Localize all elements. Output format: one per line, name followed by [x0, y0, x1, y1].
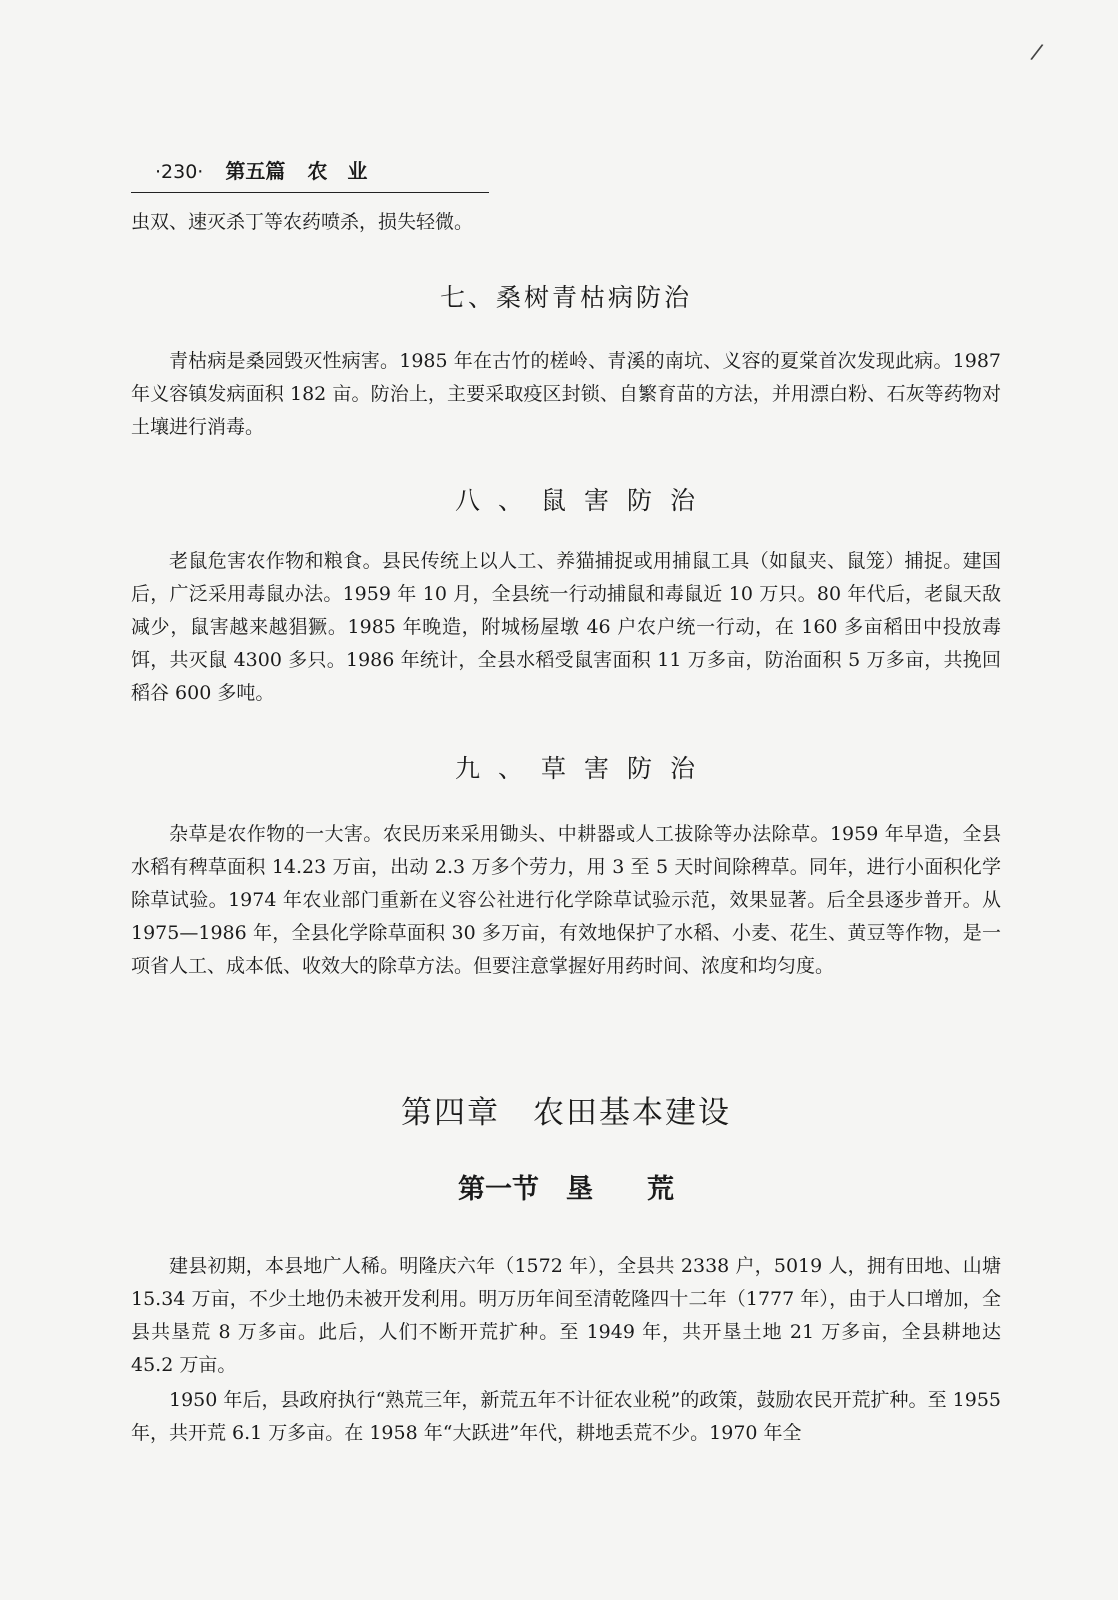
- page-number: ·230·: [155, 161, 204, 183]
- heading-rodent-control: 八、鼠害防治: [454, 486, 713, 515]
- paragraph-continued: 虫双、速灭杀丁等农药喷杀，损失轻微。: [131, 211, 474, 233]
- paragraph-mulberry-wilt: 青枯病是桑园毁灭性病害。1985 年在古竹的槎岭、青溪的南坑、义容的夏棠首次发现此病。1987 年义容镇发病面积 182 亩。防治上，主要采取疫区封锁、自繁育苗的方法，并用漂白粉、石灰等药物对土壤进行消毒。: [131, 350, 1001, 438]
- part-label: 第五篇: [225, 159, 286, 183]
- chapter-title: 第四章 农田基本建设: [401, 1095, 731, 1131]
- paragraph-rodent-control: 老鼠危害农作物和粮食。县民传统上以人工、养猫捕捉或用捕鼠工具（如鼠夹、鼠笼）捕捉。建国后，广泛采用毒鼠办法。1959 年 10 月，全县统一行动捕鼠和毒鼠近 10 万只。80 年代后，老鼠天敌减少，鼠害越来越猖獗。1985 年晚造，附城杨屋墩 46 户农户统一行动，在 160 多亩稻田中投放毒饵，共灭鼠 4300 多只。1986 年统计，全县水稻受鼠害面积 11 万多亩，防治面积 5 万多亩，共挽回稻谷 600 多吨。: [131, 550, 1001, 704]
- paragraph-weed-control: 杂草是农作物的一大害。农民历来采用锄头、中耕器或人工拔除等办法除草。1959 年早造，全县水稻有稗草面积 14.23 万亩，出动 2.3 万多个劳力，用 3 至 5 天时间除稗草。同年，进行小面积化学除草试验。1974 年农业部门重新在义容公社进行化学除草试验示范，效果显著。后全县逐步普开。从 1975—1986 年，全县化学除草面积 30 多万亩，有效地保护了水稻、小麦、花生、黄豆等作物，是一项省人工、成本低、收效大的除草方法。但要注意掌握好用药时间、浓度和均匀度。: [131, 823, 1001, 977]
- heading-mulberry-wilt: 七、桑树青枯病防治: [439, 283, 692, 312]
- paragraph-land-reclamation-history: 建县初期，本县地广人稀。明隆庆六年（1572 年），全县共 2338 户，5019 人，拥有田地、山塘 15.34 万亩，不少土地仍未被开发利用。明万历年间至清乾隆四十二年（1777 年），由于人口增加，全县共垦荒 8 万多亩。此后，人们不断开荒扩种。至 1949 年，共开垦土地 21 万多亩，全县耕地达 45.2 万亩。: [131, 1255, 1002, 1376]
- heading-weed-control: 九、草害防治: [454, 754, 713, 783]
- section-title: 第一节 垦 荒: [458, 1174, 674, 1205]
- part-name: 农业: [307, 159, 388, 183]
- paragraph-land-reclamation-1950: 1950 年后，县政府执行“熟荒三年，新荒五年不计征农业税”的政策，鼓励农民开荒扩种。至 1955 年，共开荒 6.1 万多亩。在 1958 年“大跃进”年代，耕地丢荒不少。1970 年全: [131, 1389, 1001, 1444]
- running-header: [131, 156, 489, 193]
- corner-pencil-mark: /: [1028, 39, 1045, 66]
